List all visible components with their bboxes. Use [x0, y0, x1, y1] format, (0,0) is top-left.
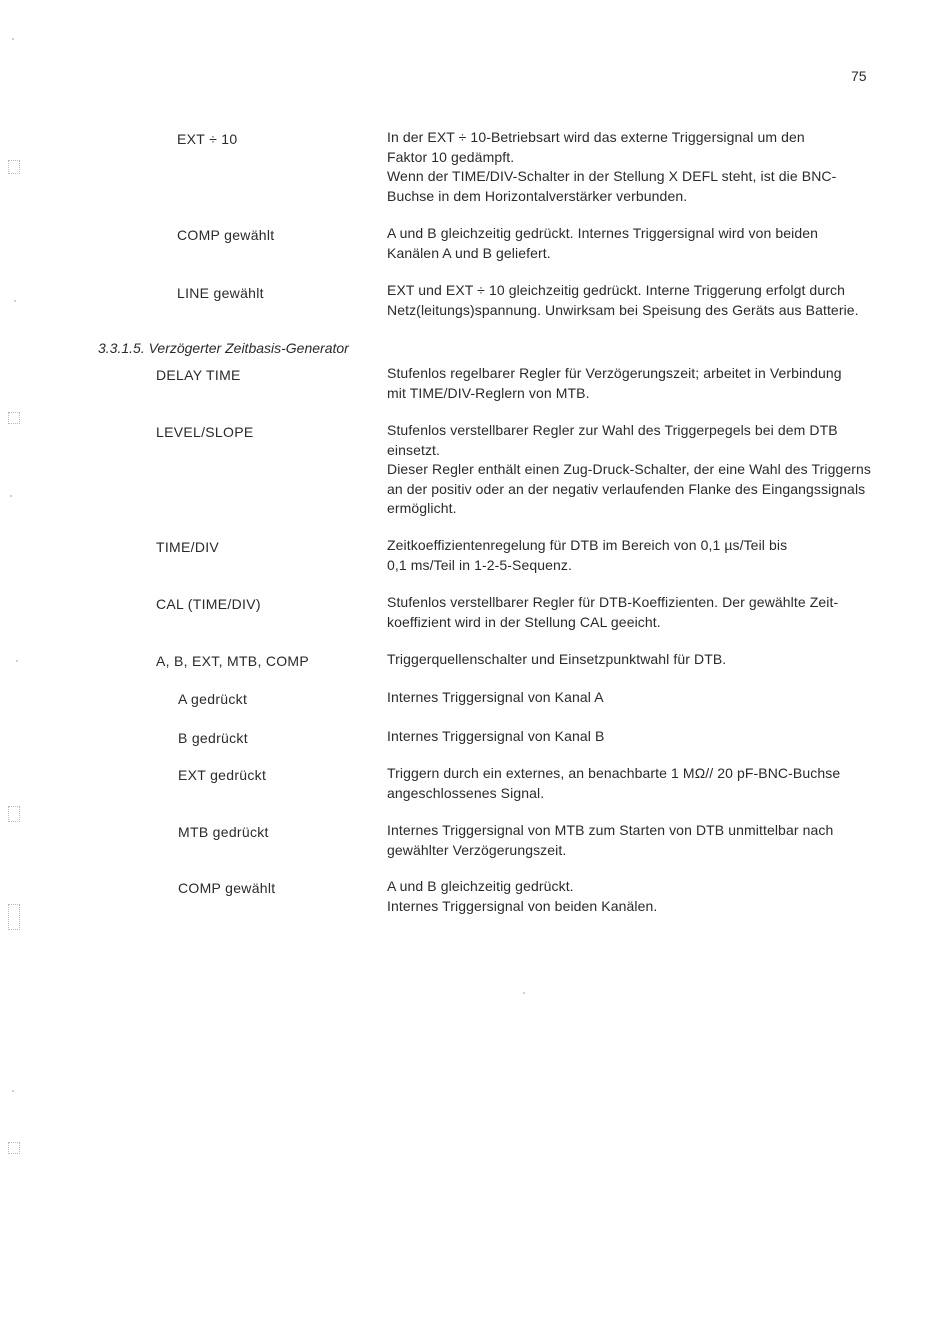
desc-line: Internes Triggersignal von MTB zum Starten von DTB unmittelbar nach [387, 822, 834, 838]
desc-a-gedrueckt [387, 688, 604, 708]
desc-delay-time [387, 364, 842, 403]
desc-line: Kanälen A und B geliefert. [387, 244, 551, 261]
desc-ext-gedrueckt [387, 764, 840, 803]
term-time-div: TIME/DIV [156, 539, 220, 555]
desc-line: A und B gleichzeitig gedrückt. Internes Triggersignal wird von beiden [387, 225, 819, 241]
term-comp-gewaehlt: COMP gewählt [177, 227, 275, 243]
desc-trigger-source [387, 650, 726, 670]
desc-line: einsetzt. [387, 441, 441, 458]
desc-cal-time-div [387, 593, 838, 632]
desc-line: Buchse in dem Horizontalverstärker verbunden. [387, 187, 688, 204]
desc-line: Zeitkoeffizientenregelung für DTB im Bereich von 0,1 µs/Teil bis [387, 537, 788, 553]
scan-artifact [10, 495, 12, 497]
desc-line: Stufenlos verstellbarer Regler für DTB-Koeffizienten. Der gewählte Zeit- [387, 594, 839, 610]
desc-line: koeffizient wird in der Stellung CAL geeicht. [387, 613, 661, 630]
term-delay-time: DELAY TIME [156, 367, 241, 383]
desc-line: Netz(leitungs)spannung. Unwirksam bei Speisung des Geräts aus Batterie. [387, 301, 859, 318]
scan-artifact [14, 300, 16, 302]
desc-line: angeschlossenes Signal. [387, 784, 545, 801]
term-mtb-gedrueckt: MTB gedrückt [178, 824, 269, 840]
desc-line: Internes Triggersignal von Kanal B [387, 728, 605, 744]
desc-line: ermöglicht. [387, 500, 457, 516]
term-trigger-source: A, B, EXT, MTB, COMP [156, 653, 310, 669]
desc-line: gewählter Verzögerungszeit. [387, 841, 567, 858]
term-level-slope: LEVEL/SLOPE [156, 424, 254, 440]
term-cal-time-div: CAL (TIME/DIV) [156, 596, 261, 612]
scan-artifact [8, 160, 20, 174]
scan-artifact [12, 1090, 14, 1092]
desc-line: Triggerquellenschalter und Einsetzpunktwahl für DTB. [387, 651, 727, 667]
term-comp-gewaehlt-dtb: COMP gewählt [178, 880, 276, 896]
desc-comp-gewaehlt-dtb [387, 877, 657, 916]
desc-line: 0,1 ms/Teil in 1-2-5-Sequenz. [387, 556, 572, 573]
desc-line: Faktor 10 gedämpft. [387, 148, 515, 165]
desc-line: an der positiv oder an der negativ verlaufenden Flanke des Eingangssignals [387, 480, 866, 497]
desc-line: A und B gleichzeitig gedrückt. [387, 878, 574, 894]
desc-b-gedrueckt [387, 727, 604, 747]
scan-artifact [8, 904, 20, 930]
scan-artifact [16, 660, 18, 662]
desc-line: Stufenlos verstellbarer Regler zur Wahl des Triggerpegels bei dem DTB [387, 422, 838, 438]
page-number: 75 [851, 68, 867, 84]
scan-artifact [8, 1142, 20, 1154]
desc-line: Dieser Regler enthält einen Zug-Druck-Schalter, der eine Wahl des Triggerns [387, 461, 871, 477]
section-heading: 3.3.1.5. Verzögerter Zeitbasis-Generator [98, 340, 349, 356]
desc-time-div [387, 536, 787, 575]
desc-line: Internes Triggersignal von beiden Kanälen. [387, 897, 658, 914]
scan-artifact [8, 806, 20, 822]
desc-mtb-gedrueckt [387, 821, 833, 860]
desc-line: Internes Triggersignal von Kanal A [387, 689, 604, 705]
term-b-gedrueckt: B gedrückt [178, 730, 248, 746]
scan-artifact [523, 992, 525, 994]
term-ext-gedrueckt: EXT gedrückt [178, 767, 267, 783]
desc-line: Triggern durch ein externes, an benachbarte 1 MΩ// 20 pF-BNC-Buchse [387, 765, 841, 781]
desc-line: Stufenlos regelbarer Regler für Verzögerungszeit; arbeitet in Verbindung [387, 365, 842, 381]
term-a-gedrueckt: A gedrückt [178, 691, 248, 707]
term-line-gewaehlt: LINE gewählt [177, 285, 264, 301]
desc-comp-gewaehlt [387, 224, 818, 263]
scan-artifact [12, 38, 14, 40]
term-ext-div-10: EXT ÷ 10 [177, 131, 238, 147]
desc-ext-div-10 [387, 128, 836, 206]
desc-line: In der EXT ÷ 10-Betriebsart wird das externe Triggersignal um den [387, 129, 805, 145]
desc-level-slope [387, 421, 871, 519]
desc-line: mit TIME/DIV-Reglern von MTB. [387, 384, 590, 401]
desc-line-gewaehlt [387, 281, 859, 320]
scan-artifact [8, 412, 20, 424]
desc-line: Wenn der TIME/DIV-Schalter in der Stellung X DEFL steht, ist die BNC- [387, 168, 837, 184]
desc-line: EXT und EXT ÷ 10 gleichzeitig gedrückt. Interne Triggerung erfolgt durch [387, 282, 845, 298]
